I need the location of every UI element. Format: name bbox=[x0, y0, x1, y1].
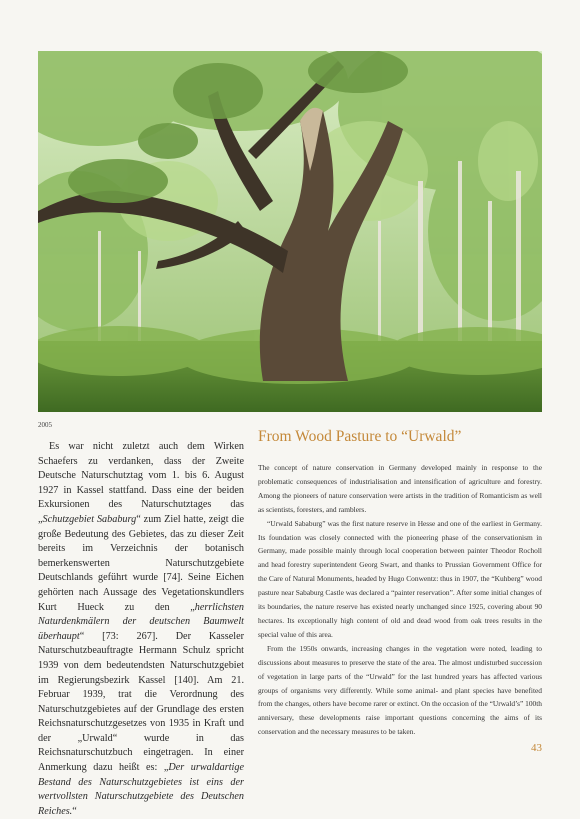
section-heading: From Wood Pasture to “Urwald” bbox=[258, 428, 462, 445]
german-text-column bbox=[38, 440, 244, 819]
photo-caption: 2005 bbox=[38, 421, 52, 429]
german-paragraph: Es war nicht zuletzt auch dem Wirken Schaefers zu verdanken, dass der Zweite Deutsche Naturschutztag vom 1. bis 6. August 1927 in Kassel stattfand. Dass eine der beiden Exkursionen des Naturschutztages das „Schutzgebiet Sababurg“ zum Ziel hatte, zeigt die große Bedeutung des Gebietes, das zu dieser Zeit bereits im Verzeichnis der botanisch bemerkenswerten Naturschutzgebiete Deutschlands geführt wurde [74]. Seine Eichen gehörten nach Aussage des Vegetationskundlers Kurt Hueck zu den „herrlichsten Naturdenkmälern der deutschen Baumwelt überhaupt“ [73: 267]. Der Kasseler Naturschutzbeauftragte Hermann Schulz spricht 1939 von dem bedeutendsten Naturschutzgebiet im Regierungsbezirk Kassel [140]. Am 21. Februar 1939, trat die Verordnung des Naturschutzgebietes auf der Grundlage des ersten Reichsnaturschutzgesetzes von 1935 in Kraft und der „Urwald“ wurde in das Reichsnaturschutzbuch eingetragen. In einer Anmerkung dazu heißt es: „Der urwaldartige Bestand des Naturschutzgebietes ist eins der wertvollsten Naturschutzgebiete des Deutschen Reiches.“ bbox=[38, 441, 245, 817]
english-paragraph-1: The concept of nature conservation in Germany developed mainly in response to the problematic consequences of industrialisation and intensification of agriculture and forestry. Among the pioneers of nature conservation were artists in the tradition of Romanticism as well as scientists, foresters, and ramblers. bbox=[258, 463, 542, 514]
english-paragraph-3: From the 1950s onwards, increasing changes in the vegetation were noted, leading to discussions about measures to preserve the state of the area. The almost undisturbed succession of vegetation in large parts of the “Urwald” for the last hundred years has affected various groups of organisms very differently. While some animal- and plant species have benefited from the changes, others have become rarer or extinct. On the occasion of the “Urwald’s” 100th anniversary, these developments raise important questions concerning the aims of its conservation and the necessary measures to be taken. bbox=[258, 643, 542, 737]
page-number: 43 bbox=[531, 742, 542, 754]
english-text-column bbox=[258, 461, 542, 739]
forest-oak-photo bbox=[38, 51, 542, 412]
english-paragraph-2: “Urwald Sababurg” was the first nature reserve in Hesse and one of the earliest in Germany. Its foundation was closely connected with the pioneering phase of the conservationism in Germany, made possible mainly through local cooperation between painter Theodor Rocholl and head forestry superintendent Georg Swart, and thanks to Prussian Government Office for the Care of Natural Monuments, headed by Hugo Conwentz: thus in 1907, the “Kuhberg” wood pasture near Sababurg Castle was declared a “painter reservation”. After some initial changes of its boundaries, the nature reserve has existed nearly unchanged since 1925, covering about 90 hectares. Its exceptionally high content of old and dead wood from oak trees results in the special value of this area. bbox=[258, 518, 542, 639]
